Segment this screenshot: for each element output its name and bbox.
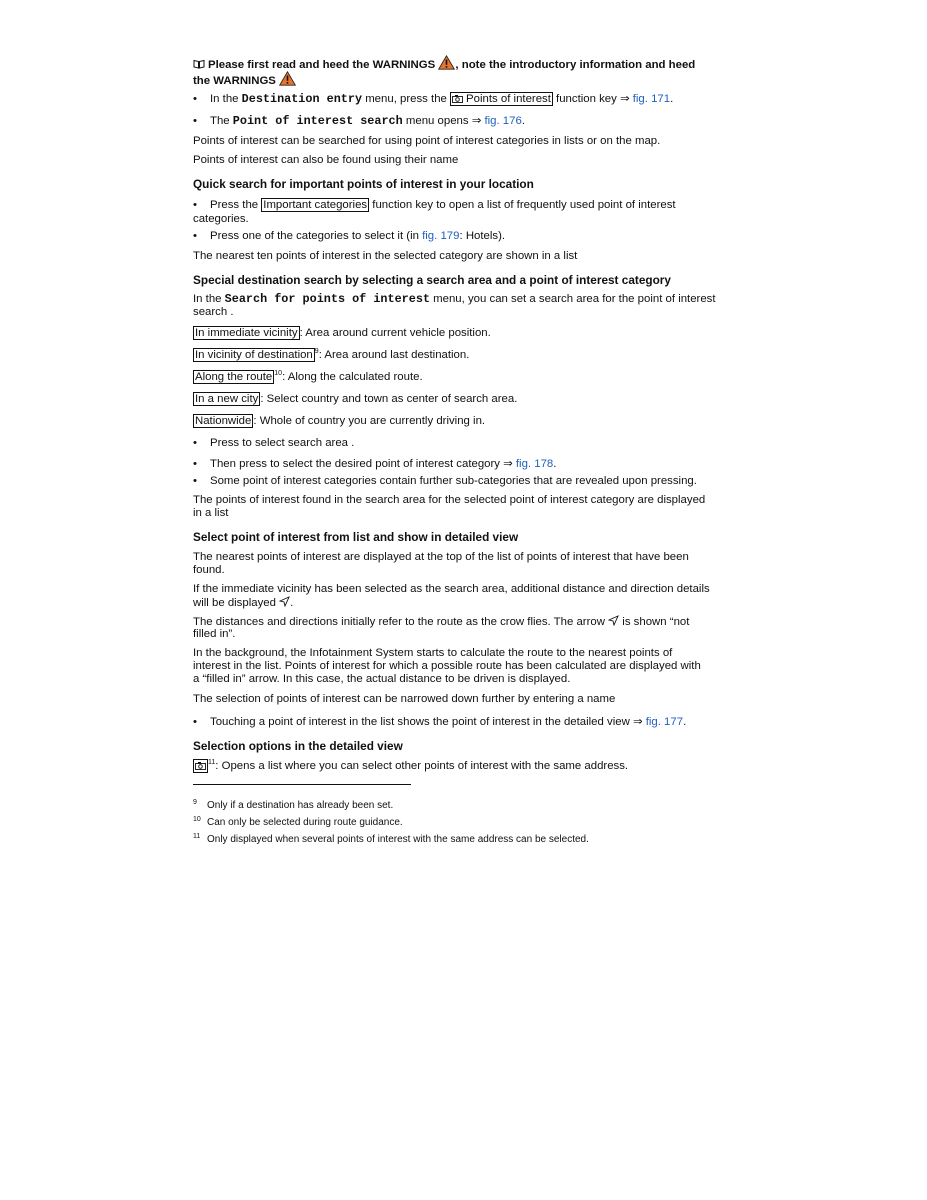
footnote-ref[interactable]: 9 — [314, 348, 319, 355]
direction-arrow-icon — [279, 596, 290, 611]
search-area-option: Along the route $^{10}$: Along the calculated route. — [195, 370, 423, 383]
section-heading: Special destination search by selecting a search area and a point of interest category — [193, 273, 671, 287]
bullet-sub-categories: • Some point of interest categories contain further sub-categories that are revealed upon pressing. — [193, 475, 697, 488]
bullet-detailed-view: • Touching a point of interest in the list shows the point of interest in the detailed view ⇒ fig. 177. — [193, 716, 686, 729]
footnote-ref[interactable]: 10 — [274, 370, 283, 377]
bullet-poi-search-menu: • The Point of interest search menu opens ⇒ fig. 176. — [193, 115, 525, 128]
warning-icon — [279, 71, 296, 90]
paragraph: Points of interest can be searched for using point of interest categories in lists or on the map. — [193, 135, 661, 147]
paragraph: in a list — [193, 507, 229, 519]
search-area-option: Nationwide : Whole of country you are currently driving in. — [195, 415, 486, 427]
paragraph: The points of interest found in the search area for the selected point of interest category are displayed — [193, 494, 706, 506]
bullet-destination-entry: • In the Destination entry menu, press the Points of interest function key ⇒ fig. 171. — [193, 93, 673, 107]
menu-name: Point of interest search — [232, 114, 403, 128]
paragraph: In the background, the Infotainment System starts to calculate the route to the nearest points of — [193, 647, 673, 659]
paragraph: The nearest points of interest are displayed at the top of the list of points of interest that have been — [193, 551, 689, 563]
in-a-new-city-key: In a new city — [195, 393, 259, 405]
paragraph: will be displayed . — [193, 597, 294, 609]
same-address-key — [193, 759, 208, 773]
menu-name: Destination entry — [241, 92, 363, 106]
paragraph: filled in”. — [193, 628, 236, 640]
fig-176-link[interactable]: fig. 176 — [484, 115, 522, 127]
warning-icon — [438, 55, 455, 74]
bullet-continuation: categories. — [193, 213, 249, 225]
paragraph: found. — [193, 564, 225, 576]
footnote-ref[interactable]: 11 — [208, 759, 216, 766]
footnote: 10 Can only be selected during route guidance. — [193, 816, 403, 828]
paragraph: Points of interest can also be found using their name — [193, 154, 459, 166]
fig-177-link[interactable]: fig. 177 — [645, 716, 684, 728]
intro-line-1: Please first read and heed the WARNINGS , note the introductory information and heed — [193, 55, 695, 74]
fig-178-link[interactable]: fig. 178 — [515, 458, 554, 470]
section-heading: Select point of interest from list and show in detailed view — [193, 530, 519, 544]
points-of-interest-key: Points of interest — [450, 92, 553, 106]
footnote: 11 Only displayed when several points of interest with the same address can be selected. — [193, 833, 589, 845]
camera-icon — [195, 761, 206, 774]
direction-arrow-icon — [608, 615, 619, 630]
section-heading: Selection options in the detailed view — [193, 739, 403, 753]
paragraph: a “filled in” arrow. In this case, the actual distance to be driven is displayed. — [193, 673, 571, 685]
search-area-option: In a new city : Select country and town as center of search area. — [195, 393, 518, 405]
paragraph: interest in the list. Points of interest for which a possible route has been calculated are displayed with — [193, 660, 701, 672]
bullet-select-area: • Press to select search area . — [193, 437, 354, 450]
footnote: 9 Only if a destination has already been set. — [193, 799, 394, 811]
fig-171-link[interactable]: fig. 171 — [632, 93, 671, 105]
paragraph: The selection of points of interest can be narrowed down further by entering a name — [193, 693, 616, 705]
footnote-divider — [193, 784, 411, 785]
in-immediate-vicinity-key: In immediate vicinity — [195, 327, 298, 339]
paragraph-continuation: search . — [193, 306, 234, 318]
paragraph: The distances and directions initially refer to the route as the crow flies. The arrow is shown “not — [193, 616, 690, 628]
paragraph: If the immediate vicinity has been selected as the search area, additional distance and direction details — [193, 583, 710, 595]
intro-line-2: the WARNINGS — [193, 71, 296, 90]
paragraph: $^{11}$: Opens a list where you can select other points of interest with the same address. — [193, 760, 628, 774]
search-area-option: In vicinity of destination $^9$: Area around last destination. — [195, 348, 470, 361]
in-vicinity-of-destination-key: In vicinity of destination — [195, 349, 313, 361]
bullet-select-category: • Press one of the categories to select it (in fig. 179: Hotels). — [193, 230, 505, 243]
along-the-route-key: Along the route — [195, 371, 273, 383]
fig-179-link[interactable]: fig. 179 — [422, 230, 460, 242]
bullet-select-category: • Then press to select the desired point of interest category ⇒ fig. 178. — [193, 458, 556, 471]
nationwide-key: Nationwide — [195, 415, 252, 427]
section-heading: Quick search for important points of interest in your location — [193, 177, 534, 191]
paragraph: The nearest ten points of interest in the selected category are shown in a list — [193, 250, 578, 262]
paragraph: In the Search for points of interest menu, you can set a search area for the point of interest — [193, 292, 716, 306]
camera-icon — [452, 94, 463, 107]
bullet-important-categories: • Press the Important categories function key to open a list of frequently used point of interest — [193, 199, 676, 212]
search-area-option: In immediate vicinity : Area around current vehicle position. — [195, 327, 491, 339]
menu-name: Search for points of interest — [224, 292, 430, 306]
important-categories-key: Important categories — [263, 199, 368, 211]
